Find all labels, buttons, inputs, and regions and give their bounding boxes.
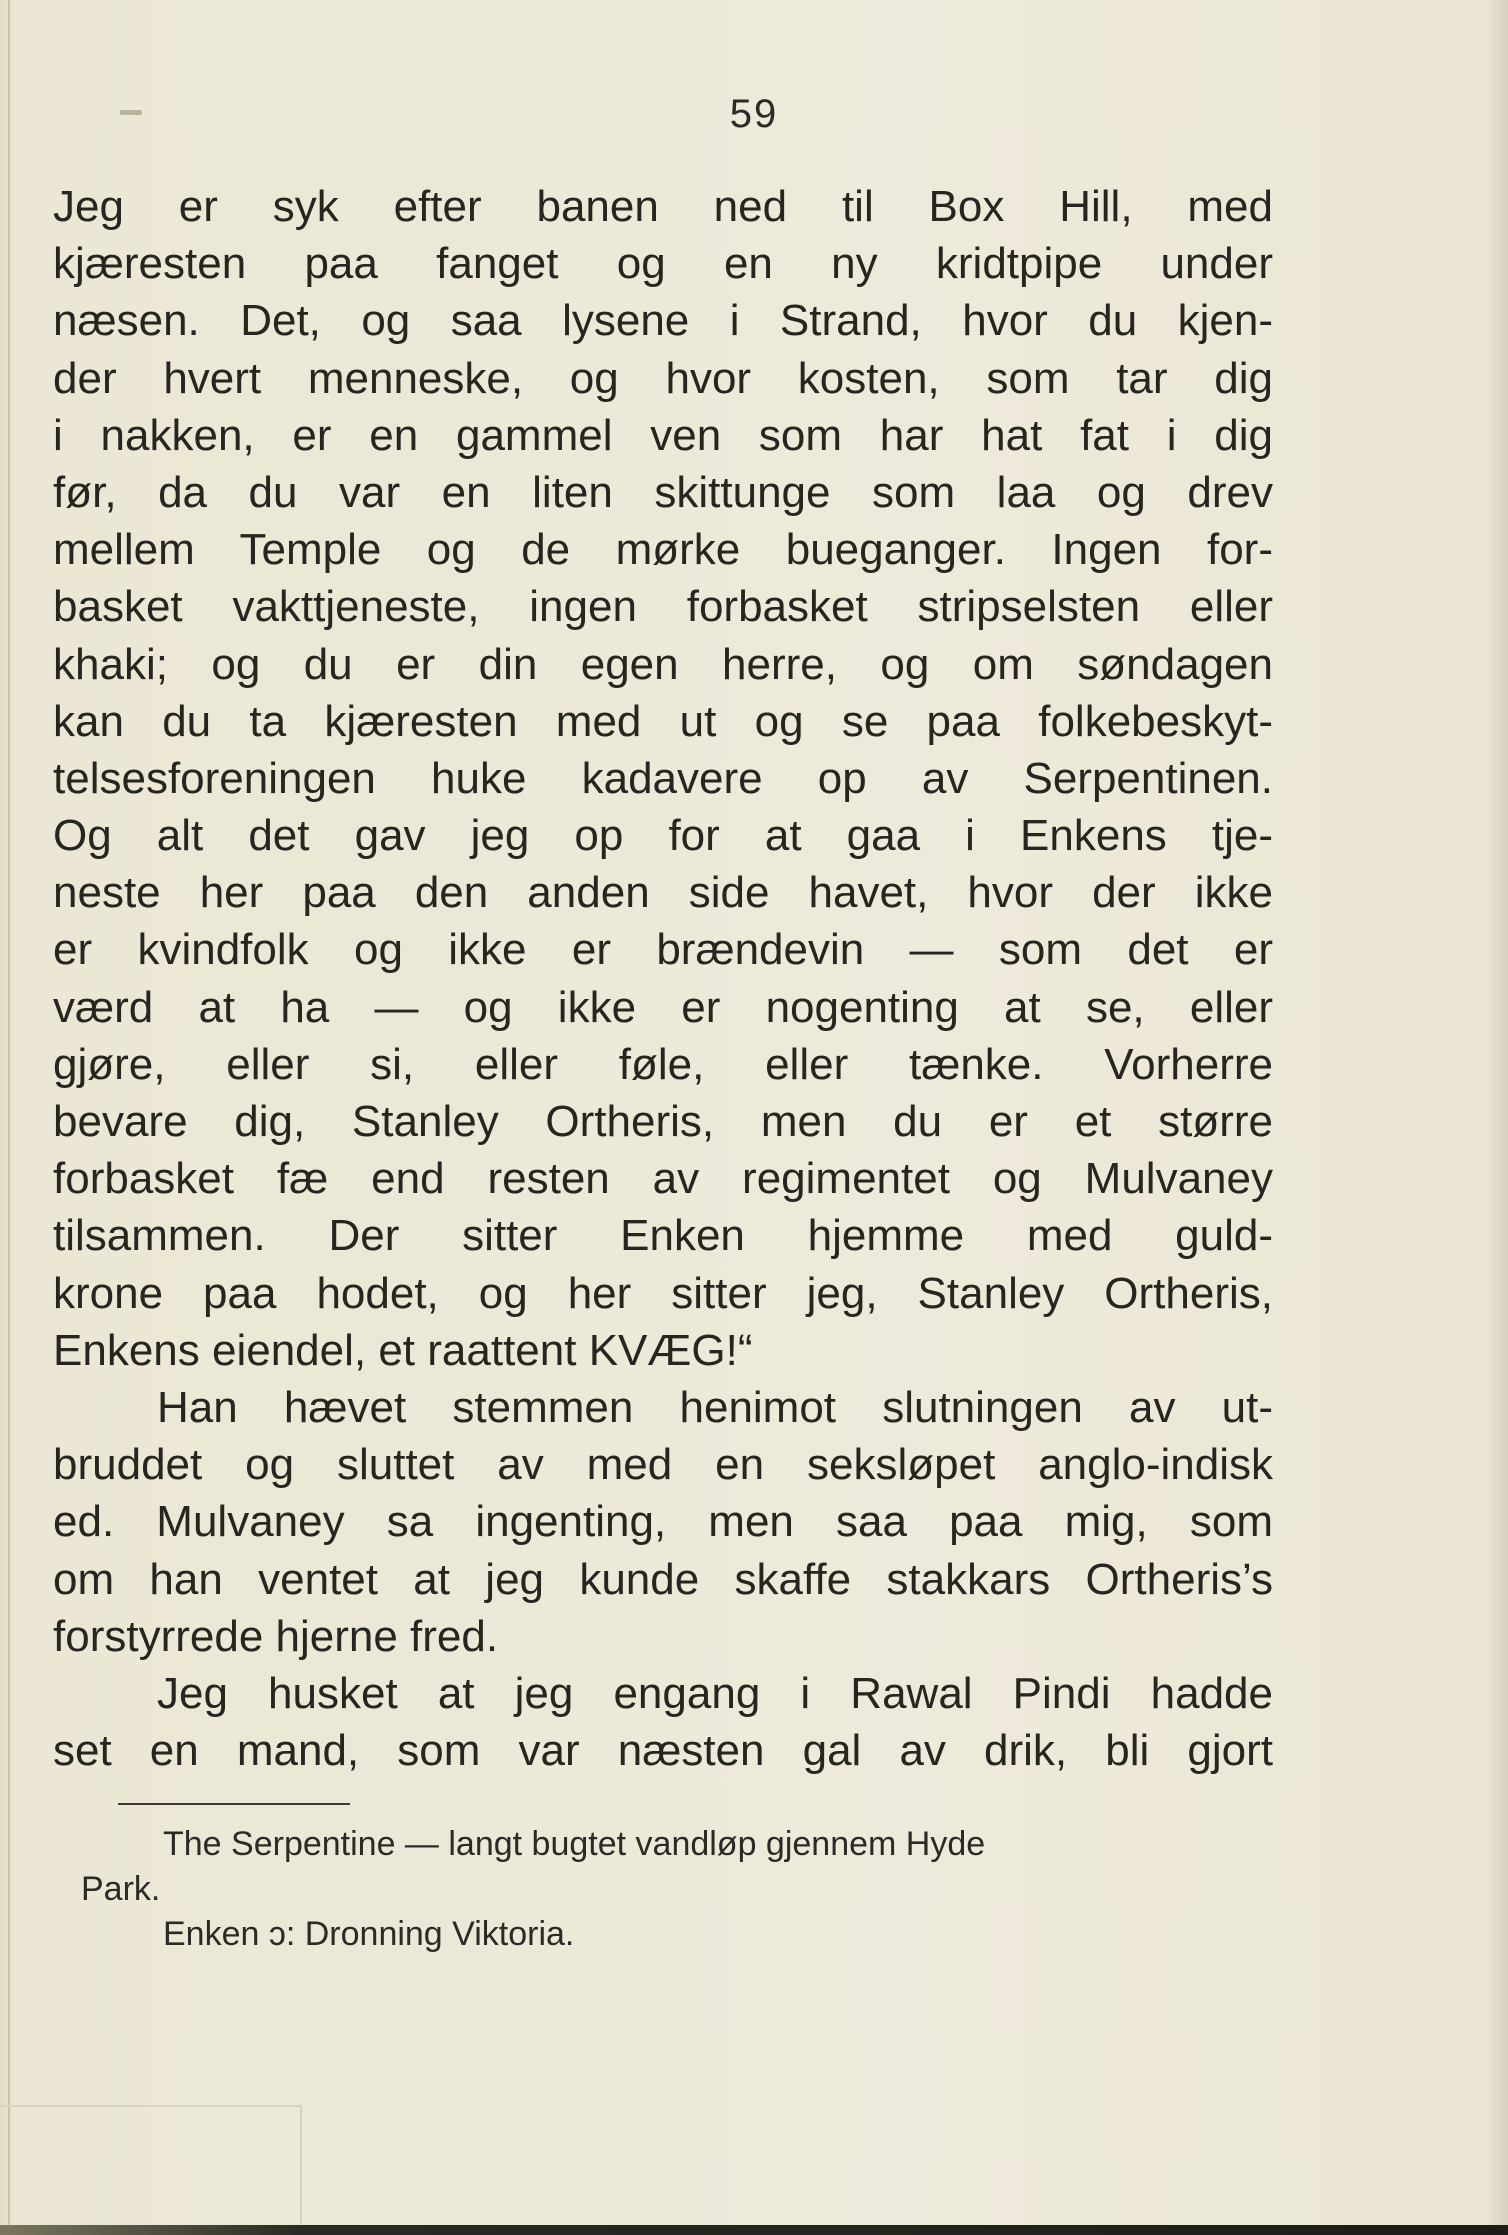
footnote-rule: [118, 1803, 350, 1805]
text-line: set en mand, som var næsten gal av drik, bli gjort: [53, 1726, 1273, 1776]
text-line: telsesforeningen huke kadavere op av Serpentinen.: [53, 753, 1273, 803]
text-line: før, da du var en liten skittunge som laa og drev: [53, 467, 1273, 517]
footnote-line: The Serpentine — langt bugtet vandløp gjennem Hyde: [163, 1825, 986, 1863]
text-line: værd at ha — og ikke er nogenting at se, eller: [53, 982, 1273, 1032]
text-line: forstyrrede hjerne fred.: [53, 1611, 499, 1661]
text-line: Og alt det gav jeg op for at gaa i Enkens tje-: [53, 811, 1273, 861]
text-line: Jeg husket at jeg engang i Rawal Pindi hadde: [157, 1668, 1273, 1718]
text-line: Jeg er syk efter banen ned til Box Hill, med: [53, 182, 1273, 231]
page-gutter-edge: [8, 0, 10, 2235]
text-line: forbasket fæ end resten av regimentet og Mulvaney: [53, 1154, 1273, 1204]
text-line: neste her paa den anden side havet, hvor der ikke: [53, 868, 1273, 918]
text-line: om han ventet at jeg kunde skaffe stakkars Ortheris’s: [53, 1554, 1273, 1604]
text-line: gjøre, eller si, eller føle, eller tænke. Vorherre: [53, 1039, 1273, 1089]
footnote-line: Park.: [81, 1870, 161, 1908]
text-line: ed. Mulvaney sa ingenting, men saa paa mig, som: [53, 1497, 1273, 1547]
text-line: næsen. Det, og saa lysene i Strand, hvor du kjen-: [53, 296, 1273, 346]
footnotes: [81, 1822, 1281, 1957]
text-line: i nakken, er en gammel ven som har hat fat i dig: [53, 410, 1273, 460]
text-line: kjæresten paa fanget og en ny kridtpipe under: [53, 239, 1273, 289]
text-line: tilsammen. Der sitter Enken hjemme med guld-: [53, 1211, 1273, 1261]
scan-bottom-border: [0, 2225, 1508, 2235]
text-line: Enkens eiendel, et raattent KVÆG!“: [53, 1325, 753, 1375]
text-line: er kvindfolk og ikke er brændevin — som det er: [53, 925, 1273, 975]
text-line: basket vakttjeneste, ingen forbasket stripselsten eller: [53, 582, 1273, 632]
page-right-shadow: [1486, 0, 1508, 2235]
text-line: kan du ta kjæresten med ut og se paa folkebeskyt-: [53, 696, 1273, 746]
footnote-line: Enken ɔ: Dronning Viktoria.: [163, 1915, 575, 1953]
body-text: [53, 178, 1273, 1779]
library-stamp-outline: [0, 2105, 302, 2227]
text-line: der hvert menneske, og hvor kosten, som tar dig: [53, 353, 1273, 403]
page-number: 59: [729, 92, 779, 136]
text-line: krone paa hodet, og her sitter jeg, Stanley Ortheris,: [53, 1268, 1273, 1318]
text-line: bevare dig, Stanley Ortheris, men du er et større: [53, 1097, 1273, 1146]
text-line: khaki; og du er din egen herre, og om søndagen: [53, 639, 1273, 689]
text-line: bruddet og sluttet av med en seksløpet anglo-indisk: [53, 1440, 1273, 1490]
text-line: Han hævet stemmen henimot slutningen av ut-: [157, 1382, 1273, 1432]
text-line: mellem Temple og de mørke bueganger. Ingen for-: [53, 525, 1273, 575]
